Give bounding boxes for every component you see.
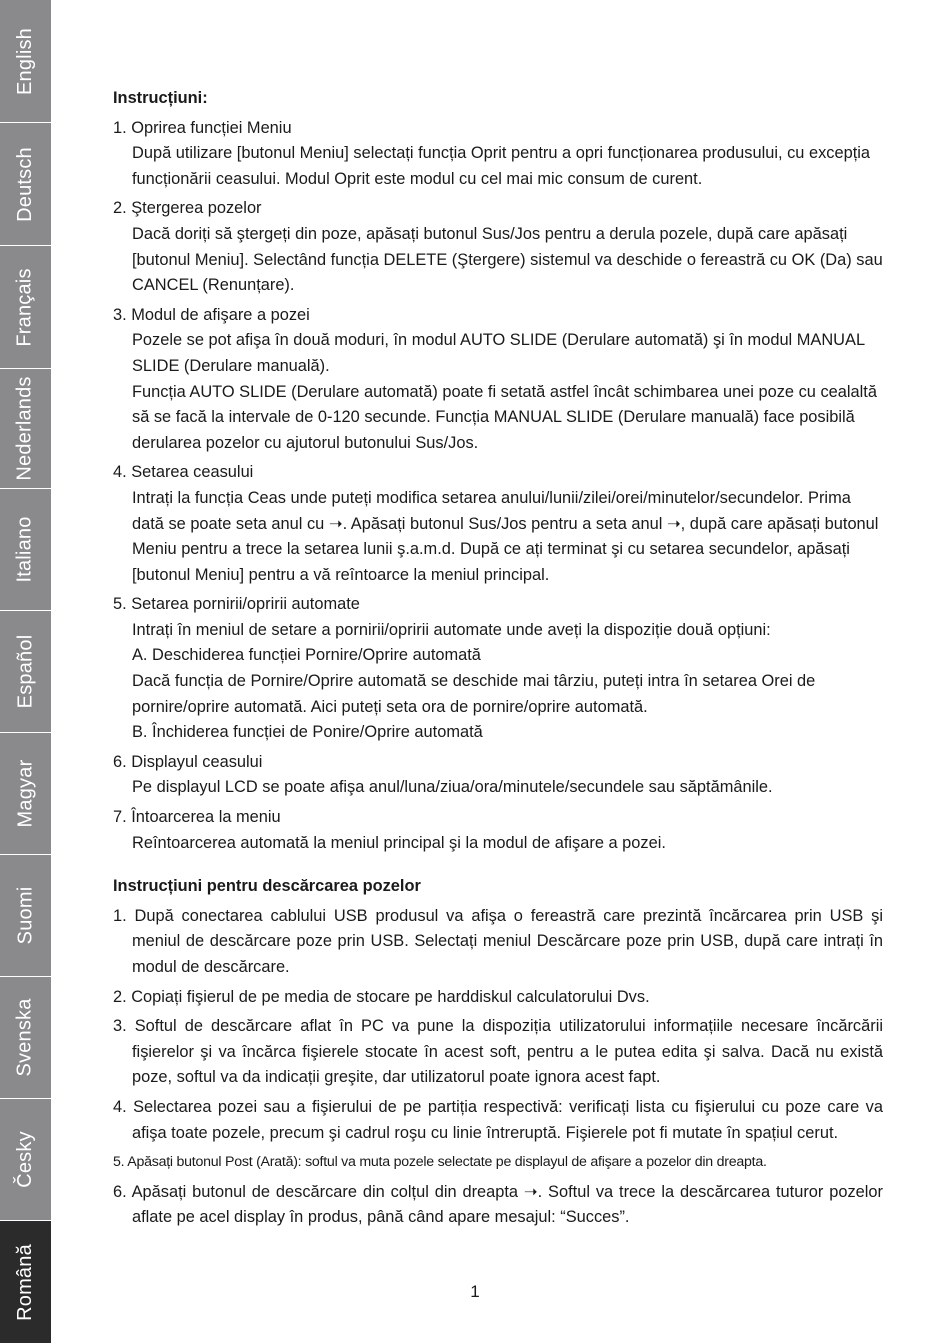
lang-tab-italiano[interactable] — [0, 489, 51, 611]
lang-label: Français — [14, 267, 37, 347]
item-text: Funcția AUTO SLIDE (Derulare automată) poate fi setată astfel încât schimbarea unei poze cu cealaltă să se facă la intervale de 0-120 secunde. Funcția MANUAL SLIDE (Derulare manuală) face posibilă derularea pozelor cu ajutorul butonului Sus/Jos. — [132, 382, 877, 452]
step-text: 4. Selectarea pozei sau a fişierului de pe partiția respectivă: verificați lista cu fişierului cu poze care va afişa toate pozele, precum şi cadrul roşu cu linie întreruptă. Fişierele pot fi mutate în spațiul cerut. — [113, 1097, 883, 1142]
lang-tab-magyar[interactable] — [0, 733, 51, 855]
item-text: B. Închiderea funcției de Ponire/Oprire automată — [132, 723, 483, 742]
lang-tab-english[interactable] — [0, 0, 51, 123]
instruction-item — [113, 460, 883, 588]
item-text: Dacă doriți să ştergeți din poze, apăsați butonul Sus/Jos pentru a derula pozele, după care apăsați [butonul Meniu]. Selectând funcția DELETE (Ştergere) sistemul va deschide o fereastră cu OK (Da) sau CANCEL (Renunțare). — [132, 224, 883, 295]
lang-tab-espanol[interactable] — [0, 611, 51, 733]
item-title: 1. Oprirea funcției Meniu — [113, 118, 292, 137]
download-step — [113, 1014, 883, 1091]
lang-label: Suomi — [14, 886, 37, 945]
item-title: 4. Setarea ceasului — [113, 463, 254, 482]
step-text: 2. Copiați fişierul de pe media de stocare pe harddiskul calculatorului Dvs. — [113, 987, 650, 1006]
item-title: 7. Întoarcerea la meniu — [113, 808, 281, 827]
page-number: 1 — [470, 1282, 480, 1301]
step-text: 5. Apăsați butonul Post (Arată): softul va muta pozele selectate pe displayul de afişare a pozelor din dreapta. — [113, 1154, 767, 1171]
item-text: Reîntoarcerea automată la meniul principal şi la modul de afişare a pozei. — [132, 833, 666, 852]
step-text: 6. Apăsați butonul de descărcare din colțul din dreapta ➝. Softul va trece la descărcarea tuturor pozelor aflate pe acel display în produs, până când apare mesajul: “Succes”. — [113, 1182, 883, 1227]
lang-label: Italiano — [14, 516, 36, 583]
document-body — [113, 86, 883, 1235]
item-title: 2. Ştergerea pozelor — [113, 199, 262, 218]
item-title: 6. Displayul ceasului — [113, 752, 263, 771]
lang-label: English — [14, 27, 36, 95]
item-text: A. Deschiderea funcției Pornire/Oprire automată — [132, 646, 481, 665]
section-heading-instructions: Instrucțiuni: — [113, 89, 208, 107]
language-sidebar — [0, 0, 51, 1343]
lang-tab-francais[interactable] — [0, 246, 51, 369]
item-title: 3. Modul de afişare a pozei — [113, 305, 310, 324]
section-heading-download: Instrucțiuni pentru descărcarea pozelor — [113, 877, 421, 896]
download-step — [113, 1150, 883, 1176]
lang-tab-cesky[interactable] — [0, 1099, 51, 1221]
instruction-item — [113, 116, 883, 193]
item-text: Intrați în meniul de setare a pornirii/opririi automate unde aveți la dispoziție două opțiuni: — [132, 620, 771, 639]
item-text: Dacă funcția de Pornire/Oprire automată se deschide mai târziu, puteți intra în setarea Orei de pornire/oprire automată. Aici puteți seta ora de pornire/oprire automată. — [132, 672, 816, 716]
lang-tab-nederlands[interactable] — [0, 369, 51, 489]
download-step — [113, 904, 883, 981]
download-instructions-list — [113, 904, 883, 1231]
item-text: Intrați la funcția Ceas unde puteți modifica setarea anului/lunii/zilei/orei/minutelor/secundelor. Prima dată se poate seta anul cu ➝. Apăsați butonul Sus/Jos pentru a seta anul ➝, după care apăsați butonul Meniu pentru a trece la setarea lunii ş.a.m.d. După ce ați terminat şi cu setarea secundelor, apăsați [butonul Meniu] pentru a vă reîntoarce la meniul principal. — [132, 488, 879, 584]
item-text: Pozele se pot afişa în două moduri, în modul AUTO SLIDE (Derulare automată) şi în modul MANUAL SLIDE (Derulare manuală). — [132, 331, 865, 375]
download-step — [113, 1180, 883, 1231]
lang-label: Español — [14, 634, 36, 709]
instruction-item — [113, 805, 883, 856]
instruction-item — [113, 592, 883, 746]
item-text: După utilizare [butonul Meniu] selectați funcția Oprit pentru a opri funcționarea produsului, cu excepția funcționării ceasului. Modul Oprit este modul cu cel mai mic consum de curent. — [132, 144, 871, 188]
download-step — [113, 1095, 883, 1146]
instruction-item — [113, 303, 883, 457]
download-step — [113, 985, 883, 1011]
lang-label: Nederlands — [14, 376, 37, 481]
lang-tab-svenska[interactable] — [0, 977, 51, 1099]
instruction-item — [113, 196, 883, 298]
lang-tab-suomi[interactable] — [0, 855, 51, 977]
step-text: 3. Softul de descărcare aflat în PC va pune la dispoziția utilizatorului informațiile necesare încărcării fişierelor şi va încărca fişierele stocate în acest soft, pentru a le putea edita şi salva. Dacă nu există poze, softul va da indicații greşite, dar utilizatorul poate ignora acest fapt. — [113, 1017, 883, 1087]
lang-label: Česky — [14, 1131, 37, 1188]
lang-label: Magyar — [14, 759, 37, 828]
lang-label: Svenska — [14, 998, 37, 1077]
item-title: 5. Setarea pornirii/opririi automate — [113, 595, 360, 614]
instruction-item — [113, 750, 883, 801]
lang-label: Deutsch — [14, 146, 36, 222]
lang-label: Română — [14, 1243, 37, 1321]
item-text: Pe displayul LCD se poate afişa anul/luna/ziua/ora/minutele/secundele sau săptămânile. — [132, 778, 773, 797]
lang-tab-deutsch[interactable] — [0, 123, 51, 246]
step-text: 1. După conectarea cablului USB produsul va afişa o fereastră care prezintă încărcarea prin USB şi meniul de descărcare poze prin USB. Selectați meniul Descărcare poze prin USB, după care intrați în modul de descărcare. — [113, 906, 883, 976]
